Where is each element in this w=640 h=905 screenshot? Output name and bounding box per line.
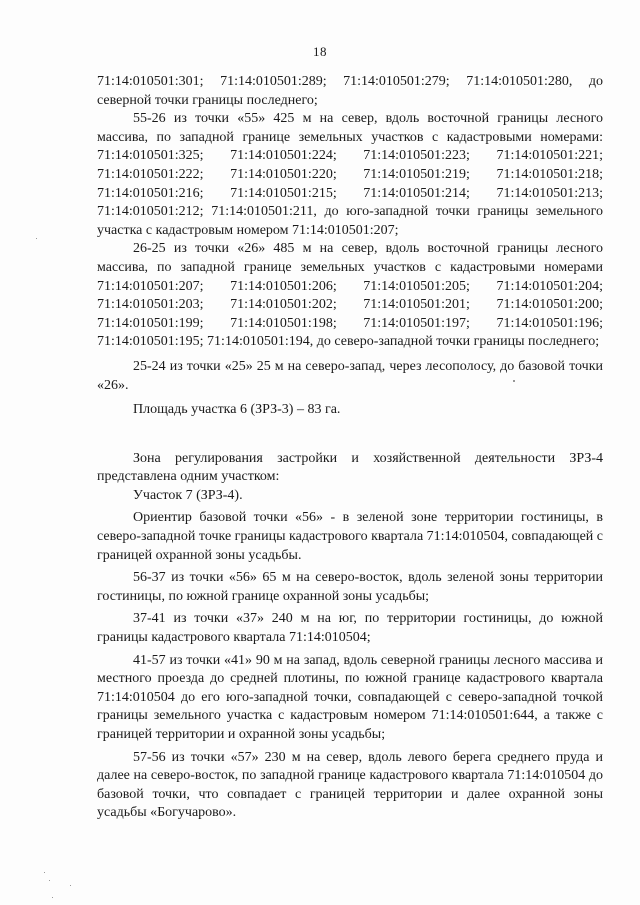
paragraph-segment-25-24: 25-24 из точки «25» 25 м на северо-запад, через лесополосу, до базовой точки «26». (97, 358, 603, 393)
paragraph-segment-37-41: 37-41 из точки «37» 240 м на юг, по территории гостиницы, до южной границы кадастрового квартала 71:14:010504; (97, 611, 603, 646)
paragraph-segment-55-26: 55-26 из точки «55» 425 м на север, вдоль восточной границы лесного массива, по западной границе земельных участков с кадастровыми номерами: 71:14:010501:325; 71:14:010501:224; 71:14:010501:223; 71:14:010501:221; 71:14:010501:222; 71:14:010501:220; 71:14:010501:219; 71:14:010501:218; 71:14:010501:216; 71:14:010501:215; 71:14:010501:214; 71:14:010501:213; 71:14:010501:212; 71:14:010501:211, до юго-западной точки границы земельного участка с кадастровым номером 71:14:010501:207; (97, 111, 603, 238)
scan-speck (70, 885, 71, 886)
scan-speck (49, 880, 50, 881)
paragraph-segment-26-25: 26-25 из точки «26» 485 м на север, вдоль восточной границы лесного массива, по западной границе земельных участков с кадастровыми номерами 71:14:010501:207; 71:14:010501:206; 71:14:010501:205; 71:14:010501:204; 71:14:010501:203; 71:14:010501:202; 71:14:010501:201; 71:14:010501:200; 71:14:010501:199; 71:14:010501:198; 71:14:010501:197; 71:14:010501:196; 71:14:010501:195; 71:14:010501:194, до северо-западной точки границы последнего; (97, 241, 603, 350)
scan-speck (513, 380, 515, 382)
paragraph-segment-41-57: 41-57 из точки «41» 90 м на запад, вдоль северной границы лесного массива и местного проезда до средней плотины, по южной границе кадастрового квартала 71:14:010504 до его юго-западной точки, совпадающей с северо-западной точкой границы земельного участка с кадастровым номером 71:14:010501:644, а также с границей территории и охранной зоны усадьбы; (97, 652, 603, 742)
paragraph-segment-56-37: 56-37 из точки «56» 65 м на северо-восток, вдоль зеленой зоны территории гостиницы, по южной границе охранной зоны усадьбы; (97, 570, 603, 604)
paragraph-plot-7-title: Участок 7 (ЗРЗ-4). (133, 487, 243, 503)
paragraph-area-plot-6: Площадь участка 6 (ЗРЗ-3) – 83 га. (133, 402, 341, 418)
paragraph-zone-zrz-4: Зона регулирования застройки и хозяйственной деятельности ЗРЗ-4 представлена одним участком: (97, 450, 603, 485)
scan-speck (52, 897, 53, 898)
paragraph-base-point-56: Ориентир базовой точки «56» - в зеленой зоне территории гостиницы, в северо-западной точке границы кадастрового квартала 71:14:010504, совпадающей с границей охранной зоны усадьбы. (97, 510, 603, 563)
scan-speck (36, 238, 37, 239)
document-body (97, 73, 603, 823)
paragraph-segment-57-56: 57-56 из точки «57» 230 м на север, вдоль левого берега среднего пруда и далее на северо-восток, по западной границе кадастрового квартала 71:14:010504 до базовой точки, что совпадает с границей территории и далее охранной зоны усадьбы «Богучарово». (97, 749, 603, 821)
scan-speck (44, 872, 45, 873)
paragraph-continuation: 71:14:010501:301; 71:14:010501:289; 71:14:010501:279; 71:14:010501:280, до северной точки границы последнего; (97, 74, 603, 108)
page-number: 18 (313, 44, 327, 59)
